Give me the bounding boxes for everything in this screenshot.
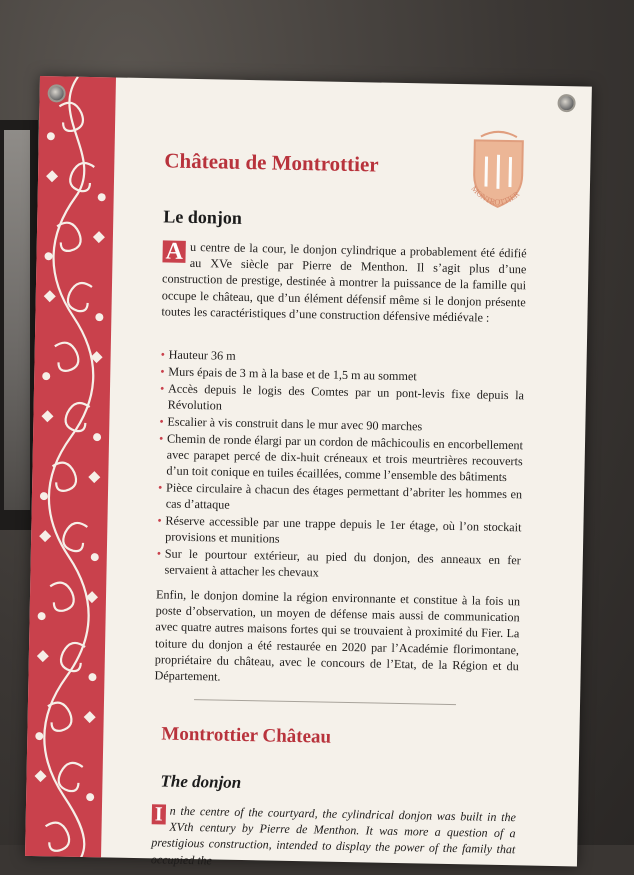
feature-list xyxy=(156,346,524,585)
feature-list-item: • Accès depuis le logis des Comtes par un pont-levis fixe depuis la Révolution xyxy=(160,380,525,419)
feature-list-item: • Hauteur 36 m xyxy=(161,346,525,369)
feature-list-item: • Chemin de ronde élargi par un cordon de mâchicoulis en encorbellement avec parapet percé de dix-huit créneaux et trois meurtrières recouverts d’un toit conique en tuiles écaillées, comme l’ensemble des bâtiments xyxy=(158,430,523,485)
section-divider xyxy=(194,699,456,705)
floral-border xyxy=(25,76,116,857)
subtitle-english: The donjon xyxy=(160,771,242,792)
intro-text-french: u centre de la cour, le donjon cylindrique a probablement été édifié au XVe siècle par Pierre de Menthon. Il s’agit plus d’une construction de prestige, destinée à montrer la puissance de la famille qui occupe le château, que d’un élément défensif même si le donjon présente toutes les caractéristiques d’une construction défensive médiévale : xyxy=(161,239,527,325)
subtitle-french: Le donjon xyxy=(163,206,243,228)
intro-paragraph-english xyxy=(151,802,516,874)
window-glass xyxy=(4,130,30,510)
intro-paragraph-french xyxy=(161,238,526,326)
feature-list-item: • Murs épais de 3 m à la base et de 1,5 m au sommet xyxy=(160,363,524,386)
title-english: Montrottier Château xyxy=(161,723,332,748)
floral-pattern-graphic xyxy=(25,76,116,857)
feature-list-item: • Sur le pourtour extérieur, au pied du donjon, des anneaux en fer servaient à attacher les chevaux xyxy=(156,545,521,584)
title-french: Château de Montrottier xyxy=(164,148,379,177)
information-panel xyxy=(25,76,592,866)
dropcap-english: I xyxy=(152,804,166,824)
montrottier-crest-icon xyxy=(459,126,537,223)
feature-list-item: • Réserve accessible par une trappe depuis le 1er étage, où l’on stockait provisions et munitions xyxy=(157,512,522,551)
intro-text-english: n the centre of the courtyard, the cylindrical donjon was built in the XVth century by Pierre de Menthon. It was more a question of a prestigious construction, intended to display the power of the family that occupied the xyxy=(150,803,516,868)
outro-paragraph-french: Enfin, le donjon domine la région environnante et constitue à la fois un poste d’observation, un moyen de défense mais aussi de communication avec quatre autres maisons fortes qui se trouvaient à proximité du Fier. La toiture du donjon a été restaurée en 2020 par l’Académie florimontane, propriétaire du château, avec le concours de l’Etat, de la Région et du Département. xyxy=(154,587,521,684)
crest-label: MONTROTTIER xyxy=(469,183,522,207)
feature-list-item: • Pièce circulaire à chacun des étages permettant d’abriter les hommes en cas d’attaque xyxy=(158,479,523,518)
dropcap-french: A xyxy=(162,240,186,262)
feature-list-item: • Escalier à vis construit dans le mur avec 90 marches xyxy=(159,413,523,436)
grommet-right xyxy=(557,94,575,112)
